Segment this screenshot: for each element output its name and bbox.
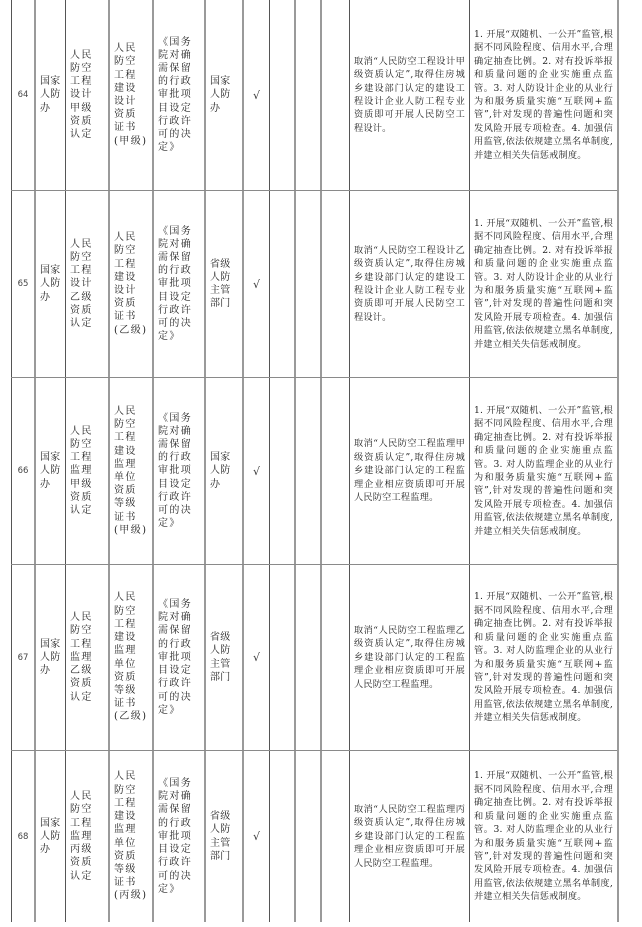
supervision-cell: 1. 开展“双随机、一公开”监管,根据不同风险程度、信用水平,合理确定抽查比例。2. 对有投诉举报和质量问题的企业实施重点监管。3. 对人防监理企业的从业行为和服务质量实施“互联网+监管”,针对发现的普遍性问题和突发风险开展专项检查。4. 加强信用监管,依法依规建立黑名单制度,并建立相关失信惩戒制度。 bbox=[474, 591, 613, 724]
certificate-cell: 人民防空工程建设监理单位资质等级证书(甲级) bbox=[114, 405, 148, 536]
row-index: 68 bbox=[17, 831, 29, 842]
authority-cell: 省级人防主管部门 bbox=[210, 632, 231, 683]
table-row bbox=[11, 191, 617, 377]
supervision-cell: 1. 开展“双随机、一公开”监管,根据不同风险程度、信用水平,合理确定抽查比例。2. 对有投诉举报和质量问题的企业实施重点监管。3. 对人防设计企业的从业行为和服务质量实施“互联网+监管”,针对发现的普遍性问题和突发风险开展专项检查。4. 加强信用监管,依法依规建立黑名单制度,并建立相关失信惩戒制度。 bbox=[474, 217, 613, 350]
item-name-cell: 人民防空工程设计乙级资质认定 bbox=[70, 238, 93, 329]
legal-basis-cell: 《国务院对确需保留的行政审批项目设定行政许可的决定》 bbox=[158, 778, 193, 895]
certificate-cell: 人民防空工程建设监理单位资质等级证书(乙级) bbox=[114, 592, 148, 723]
check-mark: √ bbox=[252, 88, 260, 102]
table-row bbox=[11, 378, 617, 564]
authority-cell: 省级人防主管部门 bbox=[210, 258, 231, 310]
row-index: 65 bbox=[17, 279, 29, 289]
department-cell: 国家人防办 bbox=[40, 452, 61, 490]
item-name-cell: 人民防空工程监理乙级资质认定 bbox=[70, 612, 93, 703]
item-name-cell: 人民防空工程监理丙级资质认定 bbox=[70, 791, 93, 882]
supervision-cell: 1. 开展“双随机、一公开”监管,根据不同风险程度、信用水平,合理确定抽查比例。2. 对有投诉举报和质量问题的企业实施重点监管。3. 对人防监理企业的从业行为和服务质量实施“互联网+监管”,针对发现的普遍性问题和突发风险开展专项检查。4. 加强信用监管,依法依规建立黑名单制度,并建立相关失信惩戒制度。 bbox=[474, 770, 613, 903]
legal-basis-cell: 《国务院对确需保留的行政审批项目设定行政许可的决定》 bbox=[158, 36, 193, 154]
reform-measure-cell: 取消“人民防空工程监理丙级资质认定”,取得住房城乡建设部门认定的工程监理企业相应资质即可开展人民防空工程监理。 bbox=[354, 803, 465, 869]
check-mark: √ bbox=[252, 651, 260, 664]
table-row bbox=[11, 565, 617, 750]
row-index: 66 bbox=[17, 466, 29, 476]
grid-line bbox=[617, 0, 619, 922]
department-cell: 国家人防办 bbox=[40, 76, 61, 114]
item-name-cell: 人民防空工程设计甲级资质认定 bbox=[70, 49, 93, 140]
row-index: 67 bbox=[17, 652, 29, 663]
department-cell: 国家人防办 bbox=[40, 638, 61, 677]
table-row bbox=[11, 0, 617, 190]
reform-measure-cell: 取消“人民防空工程监理甲级资质认定”,取得住房城乡建设部门认定的工程监理企业相应资质即可开展人民防空工程监理。 bbox=[354, 438, 465, 504]
legal-basis-cell: 《国务院对确需保留的行政审批项目设定行政许可的决定》 bbox=[158, 225, 193, 343]
reform-measure-cell: 取消“人民防空工程设计乙级资质认定”,取得住房城乡建设部门认定的建设工程设计企业人防工程专业资质即可开展人民防空工程设计。 bbox=[354, 244, 465, 323]
certificate-cell: 人民防空工程建设设计资质证书(甲级) bbox=[114, 43, 148, 147]
reform-measure-cell: 取消“人民防空工程设计甲级资质认定”,取得住房城乡建设部门认定的建设工程设计企业人防工程专业资质即可开展人民防空工程设计。 bbox=[354, 55, 465, 134]
department-cell: 国家人防办 bbox=[40, 817, 61, 856]
authority-cell: 省级人防主管部门 bbox=[210, 811, 231, 862]
supervision-cell: 1. 开展“双随机、一公开”监管,根据不同风险程度、信用水平,合理确定抽查比例。2. 对有投诉举报和质量问题的企业实施重点监管。3. 对人防设计企业的从业行为和服务质量实施“互联网+监管”,针对发现的普遍性问题和突发风险开展专项检查。4. 加强信用监管,依法依规建立黑名单制度,并建立相关失信惩戒制度。 bbox=[474, 28, 613, 161]
certificate-cell: 人民防空工程建设设计资质证书(乙级) bbox=[114, 232, 148, 336]
supervision-cell: 1. 开展“双随机、一公开”监管,根据不同风险程度、信用水平,合理确定抽查比例。2. 对有投诉举报和质量问题的企业实施重点监管。3. 对人防监理企业的从业行为和服务质量实施“互联网+监管”,针对发现的普遍性问题和突发风险开展专项检查。4. 加强信用监管,依法依规建立黑名单制度,并建立相关失信惩戒制度。 bbox=[474, 404, 613, 537]
legal-basis-cell: 《国务院对确需保留的行政审批项目设定行政许可的决定》 bbox=[158, 599, 193, 716]
check-mark: √ bbox=[252, 277, 260, 291]
department-cell: 国家人防办 bbox=[40, 265, 61, 303]
check-mark: √ bbox=[252, 830, 260, 843]
row-index: 64 bbox=[17, 90, 29, 100]
legal-basis-cell: 《国务院对确需保留的行政审批项目设定行政许可的决定》 bbox=[158, 412, 193, 530]
item-name-cell: 人民防空工程监理甲级资质认定 bbox=[70, 425, 93, 516]
check-mark: √ bbox=[252, 464, 260, 478]
authority-cell: 国家人防办 bbox=[210, 76, 231, 114]
certificate-cell: 人民防空工程建设监理单位资质等级证书(丙级) bbox=[114, 771, 148, 902]
authority-cell: 国家人防办 bbox=[210, 452, 231, 490]
reform-measure-cell: 取消“人民防空工程监理乙级资质认定”,取得住房城乡建设部门认定的工程监理企业相应资质即可开展人民防空工程监理。 bbox=[354, 624, 465, 690]
table-row bbox=[11, 751, 617, 922]
